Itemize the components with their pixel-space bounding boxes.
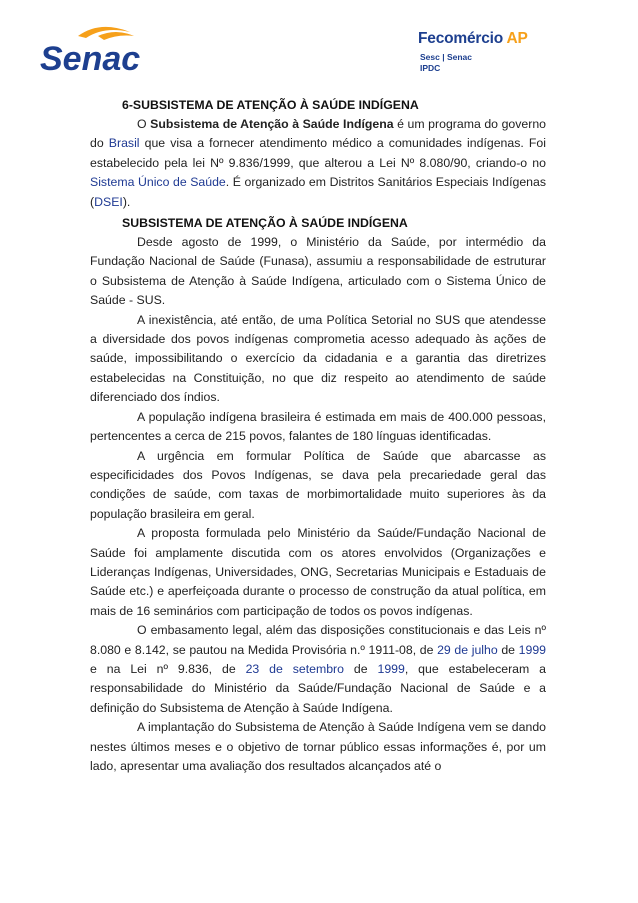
p1-bold-term: Subsistema de Atenção à Saúde Indígena <box>150 117 394 131</box>
section-heading-2: SUBSISTEMA DE ATENÇÃO À SAÚDE INDÍGENA <box>122 216 408 231</box>
p1-text-2: é um programa do governo do <box>90 117 547 151</box>
paragraph-4: A população indígena brasileira é estimada em mais de 400.000 pessoas, pertencentes a cerca de 215 povos, falantes de 180 línguas identificadas. <box>90 409 546 444</box>
link-dsei[interactable]: DSEI <box>94 194 123 209</box>
p1-text-5: ). <box>122 194 131 209</box>
p7-text-5: , que estabeleceram a responsabilidade do Ministério da Saúde/Fundação Nacional de Saúde e a definição do Subsistema de Atenção à Saúde Indígena. <box>90 661 547 715</box>
paragraph-7 <box>90 621 546 718</box>
senac-logo-text: Senac <box>40 40 141 78</box>
p7-text-3: e na Lei nº 9.836, de <box>90 661 246 676</box>
fecomercio-logo <box>418 30 568 90</box>
link-1999-a[interactable]: 1999 <box>518 642 547 657</box>
link-1999-b[interactable]: 1999 <box>377 661 405 676</box>
paragraph-2: Desde agosto de 1999, o Ministério da Saúde, por intermédio da Fundação Nacional de Saúde (Funasa), assumiu a responsabilidade de estruturar o Subsistema de Atenção à Saúde Indígena, articulado com o Sistema Único de Saúde - SUS. <box>90 235 546 308</box>
paragraph-1 <box>90 115 546 212</box>
p7-text-2: de <box>497 642 519 657</box>
fecomercio-line3: IPDC <box>420 63 441 73</box>
link-29-julho[interactable]: 29 de julho <box>437 642 498 657</box>
fecomercio-suffix: AP <box>506 30 528 47</box>
senac-logo-graphic <box>38 22 158 78</box>
fecomercio-line2: Sesc | Senac <box>420 52 472 62</box>
link-sus[interactable]: Sistema Único de Saúde <box>90 175 226 190</box>
p7-text-1: O embasamento legal, além das disposições constitucionais e das Leis nº 8.080 e 8.142, se pautou na Medida Provisória n.º 1911-08, de <box>90 623 546 657</box>
document-body <box>90 96 546 776</box>
p1-text-1: O <box>137 117 151 131</box>
fecomercio-main: Fecomércio <box>418 30 504 47</box>
fecomercio-wordmark <box>418 30 528 48</box>
paragraph-3: A inexistência, até então, de uma Política Setorial no SUS que atendesse a diversidade dos povos indígenas comprometia acesso adequado às ações de saúde, impossibilitando o exercício da cidadania e a garantia das diretrizes estabelecidas na Constituição, no que diz respeito ao atendimento de saúde diferenciado dos índios. <box>90 312 546 405</box>
link-23-setembro[interactable]: 23 de setembro <box>245 661 344 676</box>
paragraph-6: A proposta formulada pelo Ministério da Saúde/Fundação Nacional de Saúde foi amplamente discutida com os atores envolvidos (Organizações e Lideranças Indígenas, Universidades, ONG, Secretarias Municipais e Estaduais de Saúde etc.) e aperfeiçoada durante o processo de construção da atual política, em mais de 16 seminários com participação de todos os povos indígenas. <box>90 526 546 618</box>
paragraph-5: A urgência em formular Política de Saúde que abarcasse as especificidades dos Povos Indígenas, se dava pela precariedade geral das condições de saúde, com taxas de morbimortalidade muito superiores às da população brasileira em geral. <box>90 448 546 521</box>
paragraph-8: A implantação do Subsistema de Atenção à Saúde Indígena vem se dando nestes últimos meses e o objetivo de tornar público essas informações é, por um lado, apresentar uma avaliação dos resultados alcançados até o <box>90 720 546 773</box>
p1-text-4: . É organizado em Distritos Sanitários Especiais Indígenas ( <box>90 175 546 209</box>
link-brasil[interactable]: Brasil <box>108 136 140 151</box>
section-heading-1: 6-SUBSISTEMA DE ATENÇÃO À SAÚDE INDÍGENA <box>122 98 419 112</box>
p1-text-3: que visa a fornecer atendimento médico a comunidades indígenas. Foi estabelecido pela lei Nº 9.836/1999, que alterou a Lei Nº 8.080/90, criando-o no <box>90 136 546 170</box>
senac-logo <box>38 22 158 78</box>
p7-text-4: de <box>344 661 378 676</box>
